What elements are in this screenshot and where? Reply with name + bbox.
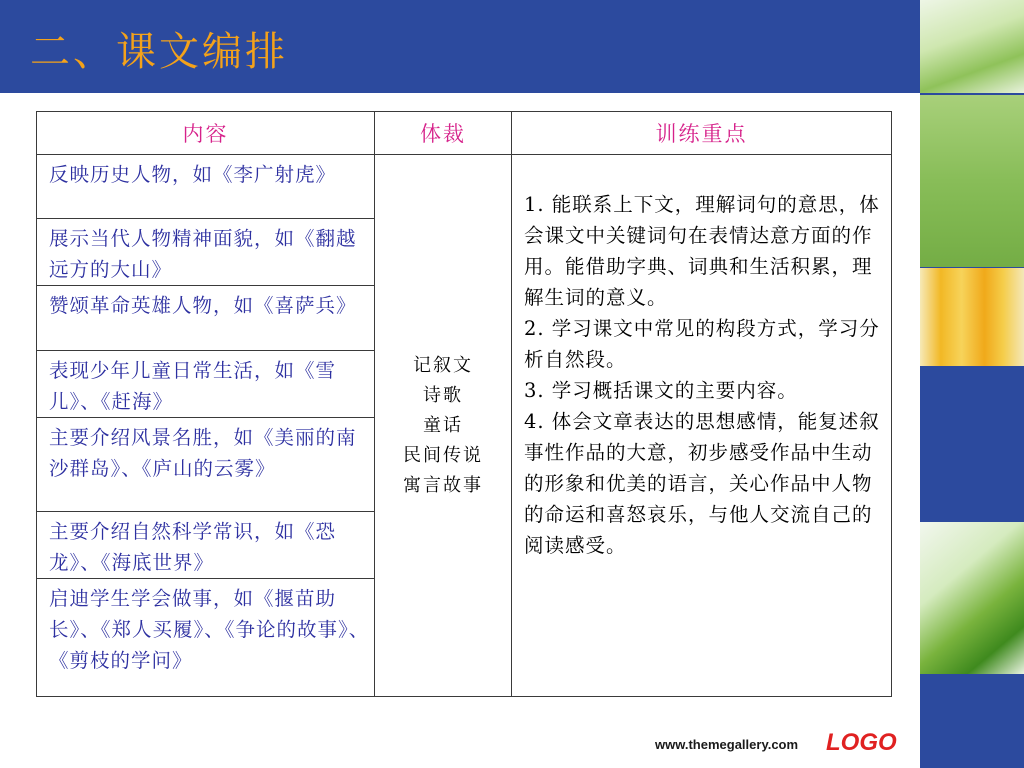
footer-url: www.themegallery.com bbox=[655, 737, 799, 752]
genre-item: 记叙文 bbox=[413, 354, 473, 376]
content-cell: 启迪学生学会做事，如《揠苗助长》、《郑人买履》、《争论的故事》、《剪枝的学问》 bbox=[37, 579, 375, 697]
decorative-side-panel bbox=[920, 0, 1024, 768]
logo: LOGO bbox=[826, 729, 897, 756]
leaf-image bbox=[920, 0, 1024, 93]
header-bar bbox=[0, 0, 920, 93]
genre-item: 寓言故事 bbox=[403, 474, 483, 496]
slide-title: 二、课文编排 bbox=[30, 29, 288, 75]
header-genre: 体裁 bbox=[375, 112, 512, 155]
content-cell: 反映历史人物，如《李广射虎》 bbox=[37, 155, 375, 219]
header-focus: 训练重点 bbox=[512, 112, 892, 155]
blue-tile bbox=[920, 676, 1024, 768]
focus-item: 2. 学习课文中常见的构段方式，学习分析自然段。 bbox=[524, 317, 880, 371]
blue-tile bbox=[920, 368, 1024, 520]
header-content: 内容 bbox=[37, 112, 375, 155]
lesson-table bbox=[36, 111, 892, 697]
content-cell: 表现少年儿童日常生活，如《雪儿》、《赶海》 bbox=[37, 351, 375, 418]
content-cell: 展示当代人物精神面貌，如《翻越远方的大山》 bbox=[37, 219, 375, 286]
content-cell: 主要介绍风景名胜，如《美丽的南沙群岛》、《庐山的云雾》 bbox=[37, 418, 375, 512]
focus-item: 4. 体会文章表达的思想感情，能复述叙事性作品的大意，初步感受作品中生动的形象和优美的语言，关心作品中人物的命运和喜怒哀乐，与他人交流自己的阅读感受。 bbox=[524, 410, 880, 557]
flower-image bbox=[920, 268, 1024, 366]
genre-item: 民间传说 bbox=[403, 444, 483, 466]
genre-item: 诗歌 bbox=[423, 384, 463, 406]
genre-item: 童话 bbox=[423, 414, 463, 436]
genre-cell bbox=[375, 155, 512, 697]
focus-item: 3. 学习概括课文的主要内容。 bbox=[524, 379, 798, 402]
leaf-drop-image bbox=[920, 522, 1024, 674]
content-cell: 主要介绍自然科学常识，如《恐龙》、《海底世界》 bbox=[37, 512, 375, 579]
focus-item: 1. 能联系上下文，理解词句的意思，体会课文中关键词句在表情达意方面的作用。能借助字典、词典和生活积累，理解生词的意义。 bbox=[524, 193, 880, 309]
green-image bbox=[920, 95, 1024, 267]
content-cell: 赞颂革命英雄人物，如《喜萨兵》 bbox=[37, 286, 375, 351]
focus-cell bbox=[512, 155, 892, 697]
table-header-row bbox=[37, 112, 892, 155]
table-row bbox=[37, 155, 892, 219]
